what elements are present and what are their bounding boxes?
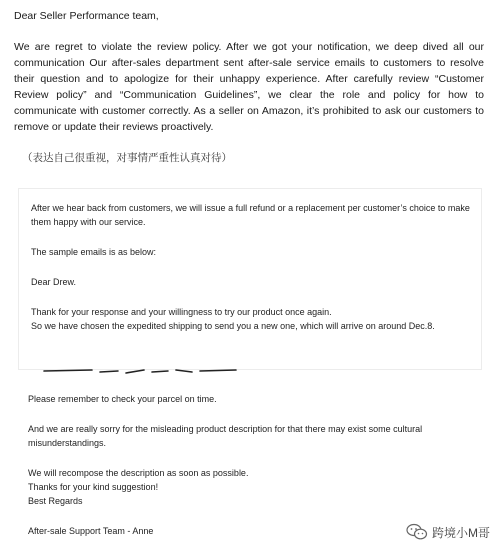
- bottom-line-apology: And we are really sorry for the misleading product description for that there may exist some cultural misunderstandings.: [28, 424, 423, 448]
- apology-paragraph: We are regret to violate the review policy. After we got your notification, we deep dived all our communication Our after-sales department sent after-sale service emails to customers to resolve their question and to apologize for their unhappy experience. After carefully review “Customer Review policy” and “Communication Guidelines”, we clear the role and policy for how to communicate with customer correctly. As a seller on Amazon, it’s prohibited to ask our customers to remove or update their reviews proactively.: [14, 41, 484, 133]
- email-line-sample-intro: The sample emails is as below:: [31, 247, 157, 257]
- redaction-scribble: [40, 364, 240, 378]
- email-line-refund: After we hear back from customers, we will issue a full refund or a replacement per customer’s choice to make them happy with our service.: [31, 203, 470, 227]
- wechat-icon: [406, 523, 428, 541]
- email-line-greeting: Dear Drew.: [31, 277, 77, 287]
- bottom-line-regards: Best Regards: [28, 496, 83, 506]
- email-line-thanks: Thank for your response and your willingness to try our product once again.: [31, 307, 332, 317]
- watermark-text: 跨境小M哥: [432, 525, 490, 540]
- bottom-line-suggestion: Thanks for your kind suggestion!: [28, 482, 159, 492]
- bottom-line-signature: After-sale Support Team - Anne: [28, 526, 154, 536]
- email-line-shipping: So we have chosen the expedited shipping to send you a new one, which will arrive on around Dec.8.: [31, 321, 435, 331]
- chinese-note: （表达自己很重视，对事情严重性认真对待）: [22, 152, 232, 164]
- sample-email-screenshot: [18, 188, 482, 370]
- watermark: [406, 523, 490, 541]
- bottom-line-recompose: We will recompose the description as soon as possible.: [28, 468, 249, 478]
- letter-intro: [14, 8, 484, 135]
- bottom-line-check-parcel: Please remember to check your parcel on time.: [28, 394, 217, 404]
- salutation: Dear Seller Performance team,: [14, 10, 159, 22]
